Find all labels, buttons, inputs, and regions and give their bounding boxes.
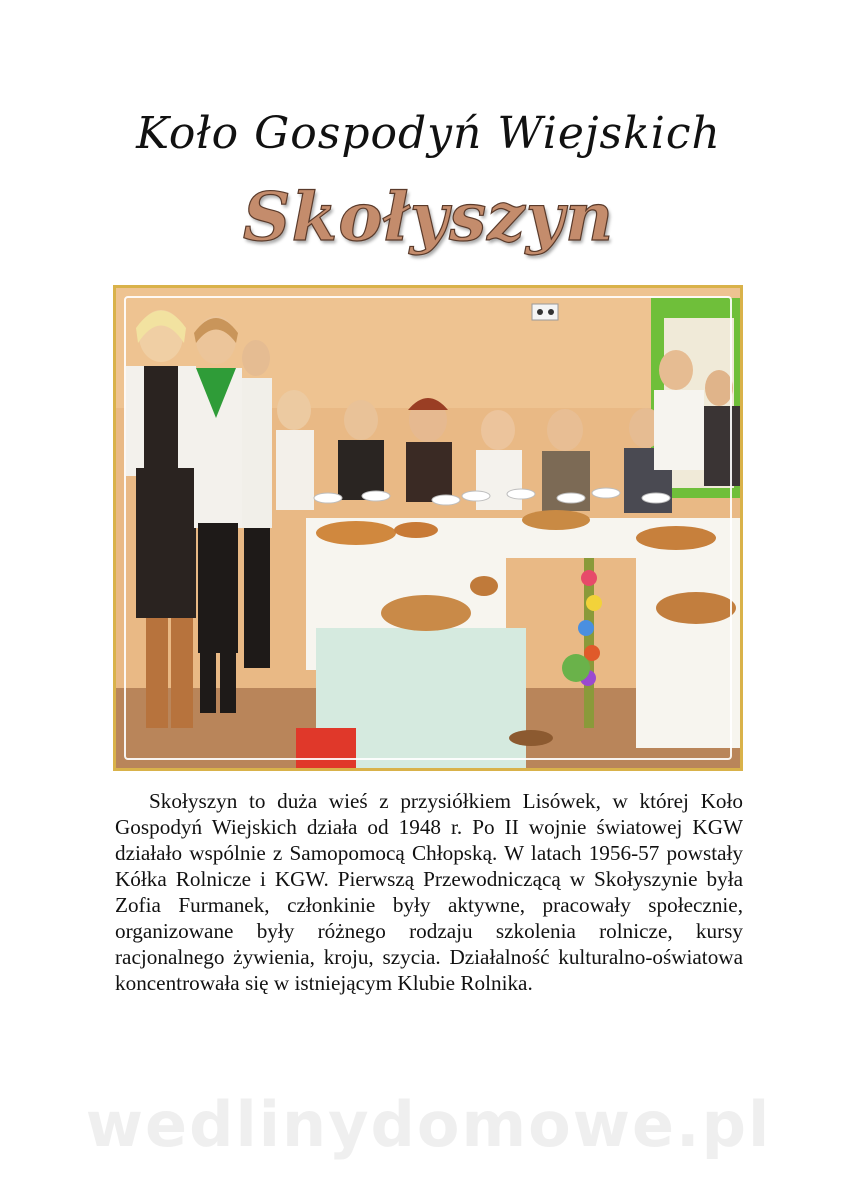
tables [296,518,740,768]
group-photo [113,285,743,771]
page-title: Skołyszyn [242,178,615,256]
watermark: wedlinydomowe.pl [85,1088,772,1161]
person-standing-3 [242,340,272,668]
group-photo-illustration [116,288,740,768]
article-paragraph: Skołyszyn to duża wieś z przysiółkiem Lisówek, w której Koło Gospodyń Wiejskich działa od 1948 r. Po II wojnie światowej KGW działało wspólnie z Samopomocą Chłopską. W latach 1956-57 powstały Kółka Rolnicze i KGW. Pierwszą Przewodniczącą w Skołyszynie była Zofia Furmanek, członkinie były aktywne, pracowały społecznie, organizowane były różnego rodzaju szkolenia rolnicze, kursy racjonalnego żywienia, kroju, szycia. Działalność kulturalno-oświatowa koncentrowała się w istniejącym Klubie Rolnika. [115,789,743,995]
page-subtitle: Koło Gospodyń Wiejskich [136,108,721,159]
